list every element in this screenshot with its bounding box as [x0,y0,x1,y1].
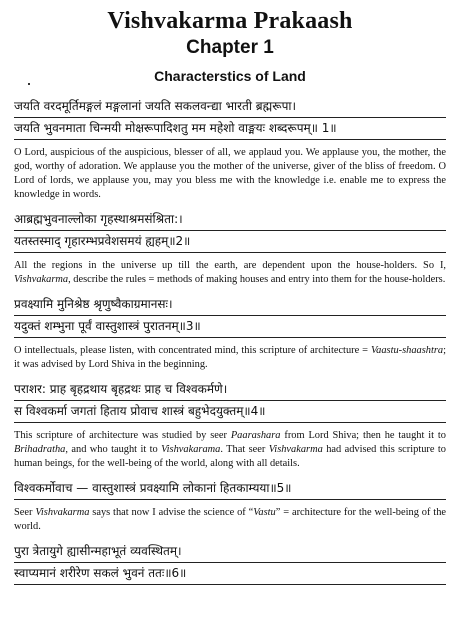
chapter-heading: Chapter 1 [186,37,274,58]
section-heading: Characterstics of Land [154,68,306,84]
translation: All the regions in the universe up till the earth, are dependent upon the house-holders. So I, Vishvakarma, describe the rules = methods of making houses and entry into them for the house-holders. [14,260,446,285]
verse-line: यतस्तस्माद् गृहारम्भप्रवेशसमयं ह्यहम्॥2॥ [14,231,446,253]
verse-line: यदुक्तं शम्भुना पूर्वं वास्तुशास्त्रं पुरातनम्॥3॥ [14,316,446,338]
verse-line: पराशर: प्राह बृहद्रथाय बृहद्रथः प्राह च विश्वकर्मणे। [14,379,446,401]
verse-block-6 [14,541,446,585]
translation: This scripture of architecture was studied by seer Paarashara from Lord Shiva; then he taught it to Brihadratha, and who taught it to Vishvakarama. That seer Vishvakarma had advised this scripture to human beings, for the well-being of the world, along with all details. [14,430,446,469]
page [14,6,446,585]
verse-line: आब्रह्मभुवनाल्लोका गृहस्थाश्रमसंश्रिता:। [14,209,446,231]
book-title: Vishvakarma Prakaash [107,8,353,34]
translation: O Lord, auspicious of the auspicious, blesser of all, we applaud you. We applause you, the mother, the god, worthy of adoration. We applause you the mother of the universe, giver of the bliss of freedom. O Lord of lords, we applause you, may you bless me with the knowledge i.e. enable me to express the knowledge in words. [14,147,446,200]
verse-block-5 [14,478,446,534]
verse-line: स विश्वकर्मा जगतां हिताय प्रोवाच शास्त्रं बहुभेदयुक्तम्॥4॥ [14,401,446,423]
verse-line: स्वाप्यमानं शरीरेण सकलं भुवनं ततः॥6॥ [14,563,446,585]
translation: O intellectuals, please listen, with concentrated mind, this scripture of architecture = Vaastu-shaashtra; it was advised by Lord Shiva in the beginning. [14,345,446,370]
verse-line: विश्वकर्मोवाच — वास्तुशास्त्रं प्रवक्ष्यामि लोकानां हितकाम्यया॥5॥ [14,478,446,500]
verse-block-2 [14,209,446,287]
translation: Seer Vishvakarma says that now I advise the science of “Vastu” = architecture for the well-being of the world. [14,507,446,532]
verse-line: प्रवक्ष्यामि मुनिश्रेष्ठ श्रृणुष्वैकाग्रमानसः। [14,294,446,316]
verse-line: जयति वरदमूर्तिमङ्गलं मङ्गलानां जयति सकलवन्द्या भारती ब्रह्मरूपा। [14,96,446,118]
verse-line: पुरा त्रेतायुगे ह्यासीन्महाभूतं व्यवस्थितम्। [14,541,446,563]
verse-block-1 [14,96,446,202]
verse-block-3 [14,294,446,372]
verse-line: जयति भुवनमाता चिन्मयी मोक्षरूपादिशतु मम महेशो वाङ्मयः शब्दरूपम्॥ 1॥ [14,118,446,140]
verse-block-4 [14,379,446,471]
